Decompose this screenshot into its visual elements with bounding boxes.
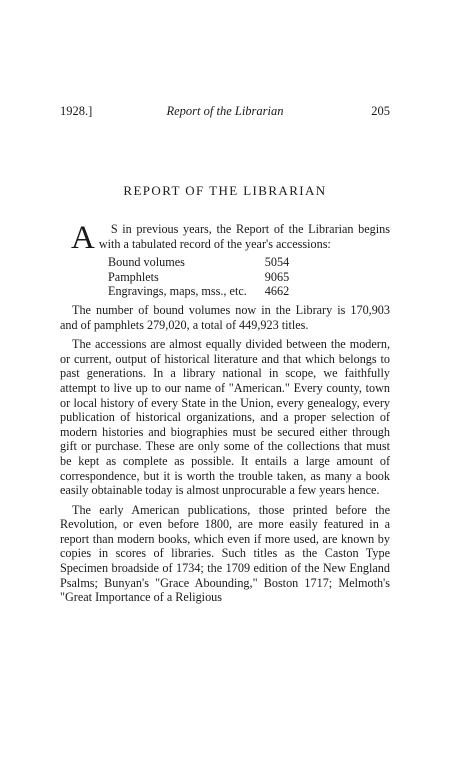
page-number: 205 bbox=[371, 104, 390, 118]
paragraph-totals: The number of bound volumes now in the Library is 170,903 and of pamphlets 279,020, a total of 449,923 titles. bbox=[60, 302, 390, 332]
accession-value: 9065 bbox=[264, 269, 290, 284]
accession-label: Engravings, maps, mss., etc. bbox=[108, 284, 247, 299]
paragraph-accessions: The accessions are almost equally divided between the modern, or current, output of historical literature and that which belongs to past generations. In a library national in scope, we faithfully attempt to live up to our name of "American." Every county, town or local history of every State in the Union, every genealogy, every publication of historical organizations, and a proper selection of modern histories and biographies must be secured either through gift or purchase. These are only some of the collections that must be kept as complete as possible. It entails a large amount of correspondence, but it is worth the trouble taken, as many a book easily obtainable today is almost unprocurable a few years hence. bbox=[60, 337, 390, 498]
intro-text: S in previous years, the Report of the Librarian begins with a tabulated record of the year's accessions: bbox=[98, 222, 390, 251]
table-row bbox=[108, 255, 289, 270]
accessions-table bbox=[108, 255, 289, 299]
header-date: 1928.] bbox=[60, 104, 93, 118]
drop-cap: A bbox=[71, 220, 95, 256]
table-row bbox=[108, 270, 289, 285]
page-title: REPORT OF THE LIBRARIAN bbox=[123, 183, 327, 198]
accession-label: Pamphlets bbox=[108, 269, 159, 284]
accession-label: Bound volumes bbox=[108, 255, 185, 270]
intro-paragraph bbox=[60, 220, 390, 256]
report-body bbox=[60, 222, 390, 605]
paragraph-early-american: The early American publications, those printed before the Revolution, or even before 1800, are more easily featured in a report than modern books, which even if more used, are known by copies in scores of libraries. Such titles as the Caston Type Specimen broadside of 1734; the 1709 edition of the New England Psalms; Bunyan's "Grace Abounding," Boston 1717; Melmoth's "Great Importance of a Religious bbox=[60, 502, 390, 605]
header-running-title: Report of the Librarian bbox=[166, 104, 284, 118]
accession-value: 5054 bbox=[264, 255, 290, 270]
running-header bbox=[60, 102, 390, 120]
table-row bbox=[108, 284, 289, 299]
accession-value: 4662 bbox=[264, 284, 290, 299]
